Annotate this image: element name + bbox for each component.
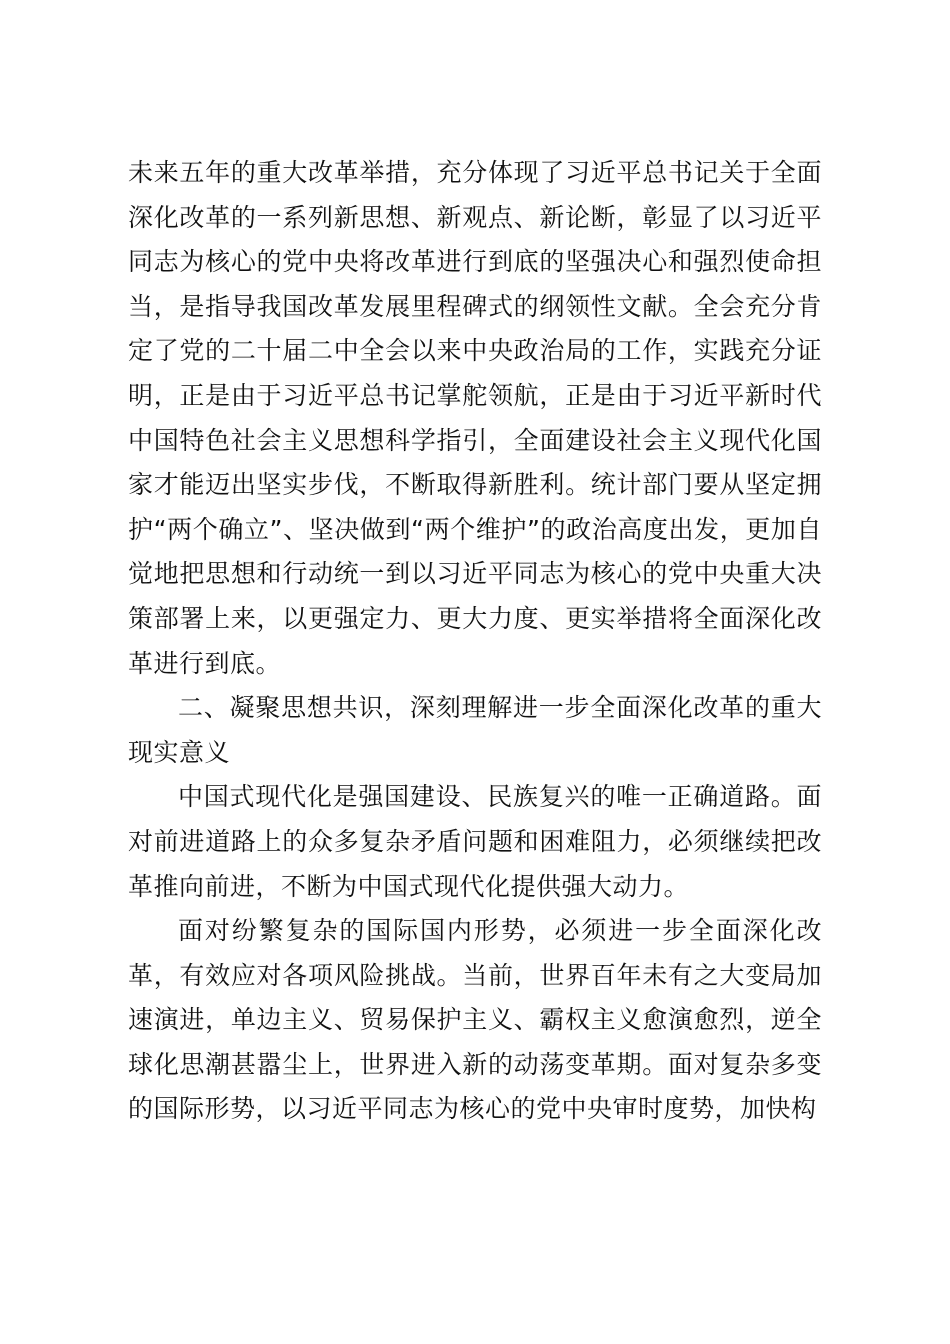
body-paragraph: 未来五年的重大改革举措，充分体现了习近平总书记关于全面深化改革的一系列新思想、新观点、新论断，彰显了以习近平同志为核心的党中央将改革进行到底的坚强决心和强烈使命担当，是指导我国改革发展里程碑式的纲领性文献。全会充分肯定了党的二十届二中全会以来中央政治局的工作，实践充分证明，正是由于习近平总书记掌舵领航，正是由于习近平新时代中国特色社会主义思想科学指引，全面建设社会主义现代化国家才能迈出坚实步伐，不断取得新胜利。统计部门要从坚定拥护“两个确立”、坚决做到“两个维护”的政治高度出发，更加自觉地把思想和行动统一到以习近平同志为核心的党中央重大决策部署上来，以更强定力、更大力度、更实举措将全面深化改革进行到底。 — [128, 158, 822, 678]
body-paragraph: 中国式现代化是强国建设、民族复兴的唯一正确道路。面对前进道路上的众多复杂矛盾问题和困难阻力，必须继续把改革推向前进，不断为中国式现代化提供强大动力。 — [128, 782, 822, 901]
section-heading: 二、凝聚思想共识，深刻理解进一步全面深化改革的重大现实意义 — [128, 693, 822, 767]
document-body — [128, 151, 822, 1132]
body-paragraph: 面对纷繁复杂的国际国内形势，必须进一步全面深化改革，有效应对各项风险挑战。当前，世界百年未有之大变局加速演进，单边主义、贸易保护主义、霸权主义愈演愈烈，逆全球化思潮甚嚣尘上，世界进入新的动荡变革期。面对复杂多变的国际形势，以习近平同志为核心的党中央审时度势，加快构 — [128, 916, 822, 1124]
